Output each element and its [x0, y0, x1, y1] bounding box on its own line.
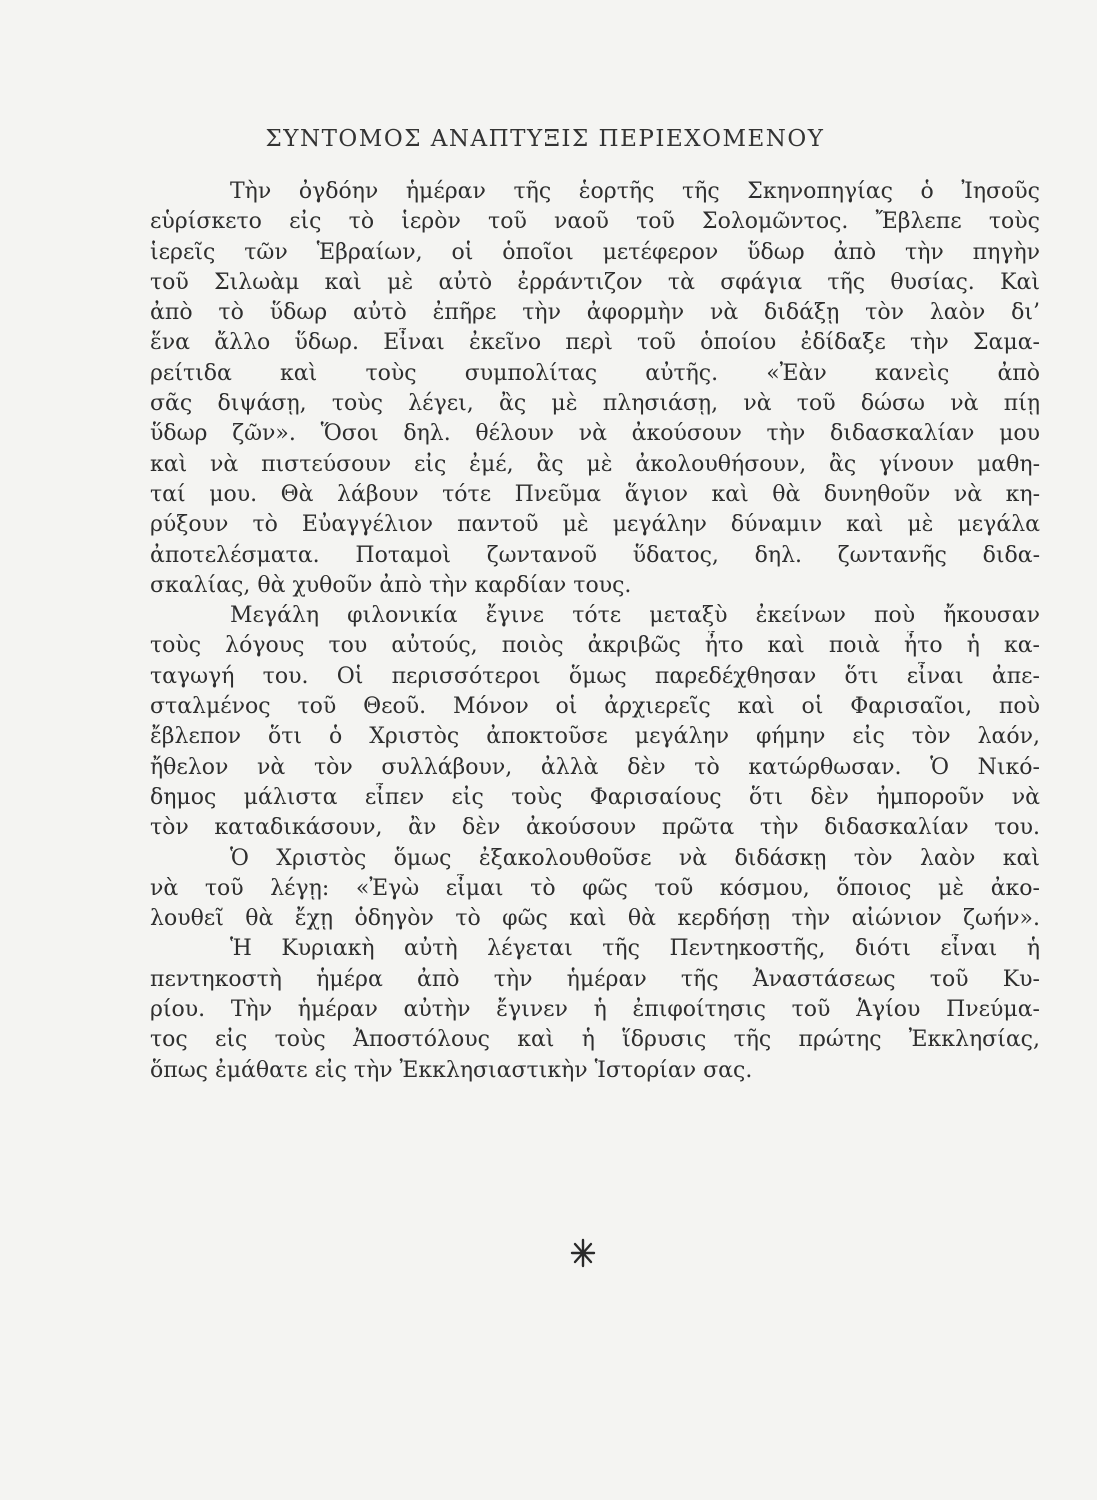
text-line: σταλμένος τοῦ Θεοῦ. Μόνον οἱ ἀρχιερεῖς καὶ οἱ Φαρισαῖοι, ποὺ: [150, 694, 1040, 720]
text-line: ὅπως ἐμάθατε εἰς τὴν Ἐκκλησιαστικὴν Ἱστορίαν σας.: [150, 1057, 753, 1083]
text-line: Ἡ Κυριακὴ αὐτὴ λέγεται τῆς Πεντηκοστῆς, διότι εἶναι ἡ: [230, 936, 1040, 962]
text-line: νὰ τοῦ λέγῃ: «Ἐγὼ εἶμαι τὸ φῶς τοῦ κόσμου, ὅποιος μὲ ἀκο-: [150, 875, 1040, 901]
paragraph-4: [150, 934, 1040, 1085]
text-line: Ὁ Χριστὸς ὅμως ἐξακολουθοῦσε νὰ διδάσκῃ τὸν λαὸν καὶ: [230, 845, 1040, 871]
text-line: ἀπὸ τὸ ὕδωρ αὐτὸ ἐπῆρε τὴν ἀφορμὴν νὰ διδάξῃ τὸν λαὸν δι’: [150, 300, 1040, 326]
text-line: σᾶς διψάσῃ, τοὺς λέγει, ἂς μὲ πλησιάσῃ, νὰ τοῦ δώσω νὰ πίῃ: [150, 391, 1040, 417]
text-line: ἀποτελέσματα. Ποταμοὶ ζωντανοῦ ὕδατος, δηλ. ζωντανῆς διδα-: [150, 542, 1040, 568]
text-line: λουθεῖ θὰ ἔχῃ ὁδηγὸν τὸ φῶς καὶ θὰ κερδήσῃ τὴν αἰώνιον ζωήν».: [150, 906, 1040, 932]
text-line: ρύξουν τὸ Εὐαγγέλιον παντοῦ μὲ μεγάλην δύναμιν καὶ μὲ μεγάλα: [150, 512, 1040, 538]
text-line: ρίου. Τὴν ἡμέραν αὐτὴν ἔγινεν ἡ ἐπιφοίτησις τοῦ Ἁγίου Πνεύμα-: [150, 997, 1040, 1023]
text-line: ὕδωρ ζῶν». Ὅσοι δηλ. θέλουν νὰ ἀκούσουν τὴν διδασκαλίαν μου: [150, 421, 1040, 447]
text-line: ἱερεῖς τῶν Ἑβραίων, οἱ ὁποῖοι μετέφερον ὕδωρ ἀπὸ τὴν πηγὴν: [150, 239, 1040, 265]
paragraph-3: [150, 844, 1040, 935]
text-line: ἕνα ἄλλο ὕδωρ. Εἶναι ἐκεῖνο περὶ τοῦ ὁποίου ἐδίδαξε τὴν Σαμα-: [150, 330, 1040, 356]
text-line: ρείτιδα καὶ τοὺς συμπολίτας αὐτῆς. «Ἐὰν κανεὶς ἀπὸ: [150, 360, 1040, 386]
paragraph-2: [150, 601, 1040, 843]
text-line: ἤθελον νὰ τὸν συλλάβουν, ἀλλὰ δὲν τὸ κατώρθωσαν. Ὁ Νικό-: [150, 754, 1040, 780]
text-line: τοὺς λόγους του αὐτούς, ποιὸς ἀκριβῶς ἦτο καὶ ποιὰ ἦτο ἡ κα-: [150, 633, 1040, 659]
text-line: σκαλίας, θὰ χυθοῦν ἀπὸ τὴν καρδίαν τους.: [150, 572, 632, 598]
text-line: Μεγάλη φιλονικία ἔγινε τότε μεταξὺ ἐκείνων ποὺ ἤκουσαν: [230, 603, 1040, 629]
text-line: εὑρίσκετο εἰς τὸ ἱερὸν τοῦ ναοῦ τοῦ Σολομῶντος. Ἔβλεπε τοὺς: [150, 209, 1040, 235]
text-line: Τὴν ὀγδόην ἡμέραν τῆς ἑορτῆς τῆς Σκηνοπηγίας ὁ Ἰησοῦς: [230, 179, 1040, 204]
page-heading: ΣΥΝΤΟΜΟΣ ΑΝΑΠΤΥΞΙΣ ΠΕΡΙΕΧΟΜΕΝΟΥ: [265, 126, 825, 152]
text-line: ταί μου. Θὰ λάβουν τότε Πνεῦμα ἅγιον καὶ θὰ δυνηθοῦν νὰ κη-: [150, 481, 1040, 507]
text-line: ἔβλεπον ὅτι ὁ Χριστὸς ἀποκτοῦσε μεγάλην φήμην εἰς τὸν λαόν,: [150, 724, 1040, 750]
asterisk-ornament-icon: [570, 1238, 596, 1268]
text-line: τος εἰς τοὺς Ἀποστόλους καὶ ἡ ἵδρυσις τῆς πρώτης Ἐκκλησίας,: [150, 1027, 1040, 1053]
paragraph-1: [150, 177, 1040, 601]
text-line: πεντηκοστὴ ἡμέρα ἀπὸ τὴν ἡμέραν τῆς Ἀναστάσεως τοῦ Κυ-: [150, 966, 1040, 992]
text-line: ταγωγή του. Οἱ περισσότεροι ὅμως παρεδέχθησαν ὅτι εἶναι ἀπε-: [150, 663, 1040, 689]
body-text: [150, 177, 1040, 1086]
text-line: τοῦ Σιλωὰμ καὶ μὲ αὐτὸ ἐρράντιζον τὰ σφάγια τῆς θυσίας. Καὶ: [150, 269, 1040, 295]
text-line: καὶ νὰ πιστεύσουν εἰς ἐμέ, ἂς μὲ ἀκολουθήσουν, ἂς γίνουν μαθη-: [150, 451, 1040, 477]
text-line: τὸν καταδικάσουν, ἂν δὲν ἀκούσουν πρῶτα τὴν διδασκαλίαν του.: [150, 815, 1040, 841]
text-line: δημος μάλιστα εἶπεν εἰς τοὺς Φαρισαίους ὅτι δὲν ἠμποροῦν νὰ: [150, 784, 1040, 810]
